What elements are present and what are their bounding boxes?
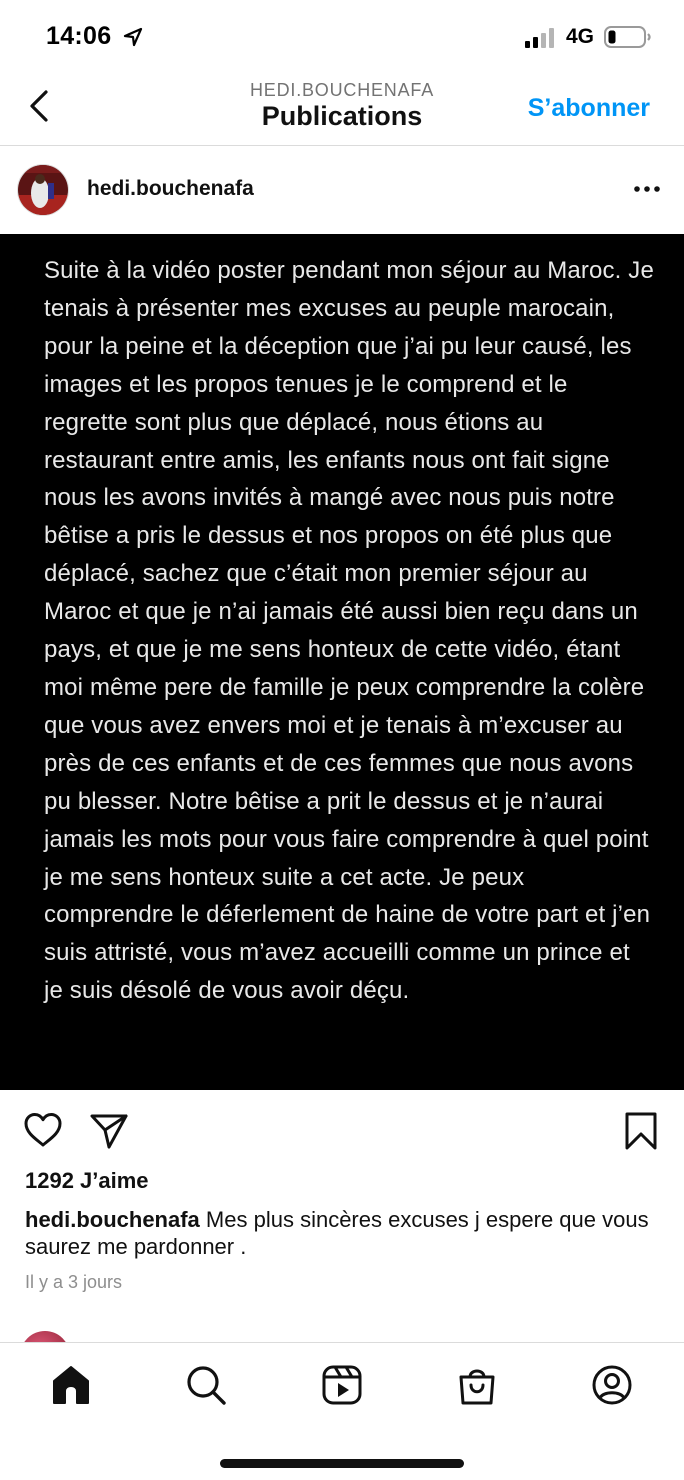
tab-search[interactable] [184, 1363, 228, 1407]
bottom-tab-bar [0, 1342, 684, 1480]
share-button[interactable] [88, 1110, 130, 1150]
tab-reels[interactable] [320, 1363, 364, 1407]
page-title: Publications [261, 101, 423, 131]
like-button[interactable] [22, 1110, 64, 1150]
reels-icon [324, 1367, 360, 1403]
account-handle: HEDI.BOUCHENAFA [249, 80, 435, 100]
post-username[interactable]: hedi.bouchenafa [87, 177, 254, 200]
heart-icon [26, 1115, 60, 1146]
post-image-text: Suite à la vidéo poster pendant mon séjour au Maroc. Je tenais à présenter mes excuses au peuple marocain, pour la peine et la déception que j’ai pu leur causé, les images et les propos tenues je le comprend et le regrette sont plus que déplacé, nous étions au restaurant entre amis, les enfants nous ont fait signe nous les avons invités à mangé avec nous puis notre bêtise a pris le dessus et nos propos on été plus que déplacé, sachez que c’était mon premier séjour au Maroc et que je n’ai jamais été aussi bien reçu dans un pays, et que je me sens honteux de cette vidéo, étant moi même pere de famille je peux comprendre la colère que vous avez envers moi et je tenais à m’excuser au près de ces enfants et de ces femmes que nous avons pu blesser. Notre bêtise a prit le dessus et je n’aurai jamais les mots pour vous faire comprendre à quel point je me sens honteux suite a cet acte. Je peux comprendre le déferlement de haine de votre part et j’en suis attristé, vous m’avez accueilli comme un prince et je suis désolé de vous avoir déçu. [44, 257, 654, 1005]
post-timestamp: Il y a 3 jours [25, 1272, 123, 1292]
tab-home[interactable] [49, 1363, 93, 1407]
profile-icon [594, 1367, 630, 1403]
tab-shop[interactable] [455, 1363, 499, 1407]
status-time: 14:06 [46, 22, 112, 50]
page-header [0, 74, 684, 146]
post-caption [25, 1206, 655, 1260]
save-button[interactable] [622, 1110, 660, 1152]
cellular-signal-icon [525, 28, 557, 48]
likes-count[interactable]: 1292 J’aime [25, 1168, 149, 1193]
paper-plane-icon [92, 1116, 126, 1147]
avatar[interactable] [17, 164, 69, 216]
home-indicator[interactable] [220, 1459, 464, 1468]
caption-username[interactable]: hedi.bouchenafa [25, 1207, 200, 1232]
battery-icon [604, 25, 652, 49]
follow-button[interactable]: S’abonner [527, 94, 650, 122]
home-icon [54, 1367, 88, 1403]
search-icon [189, 1368, 224, 1403]
post-header [0, 147, 684, 233]
network-type: 4G [566, 25, 595, 48]
avatar-image [18, 165, 69, 216]
caption-text: Mes plus sincères excuses j espere que vous saurez me pardonner . [25, 1207, 649, 1259]
more-options-button[interactable] [632, 177, 662, 201]
tab-profile[interactable] [590, 1363, 634, 1407]
location-arrow-icon [122, 26, 144, 48]
status-bar [0, 0, 684, 74]
more-horizontal-icon [634, 186, 660, 192]
shop-icon [461, 1371, 493, 1403]
post-image[interactable] [0, 234, 684, 1090]
post-actions [0, 1090, 684, 1170]
bookmark-icon [627, 1114, 655, 1148]
